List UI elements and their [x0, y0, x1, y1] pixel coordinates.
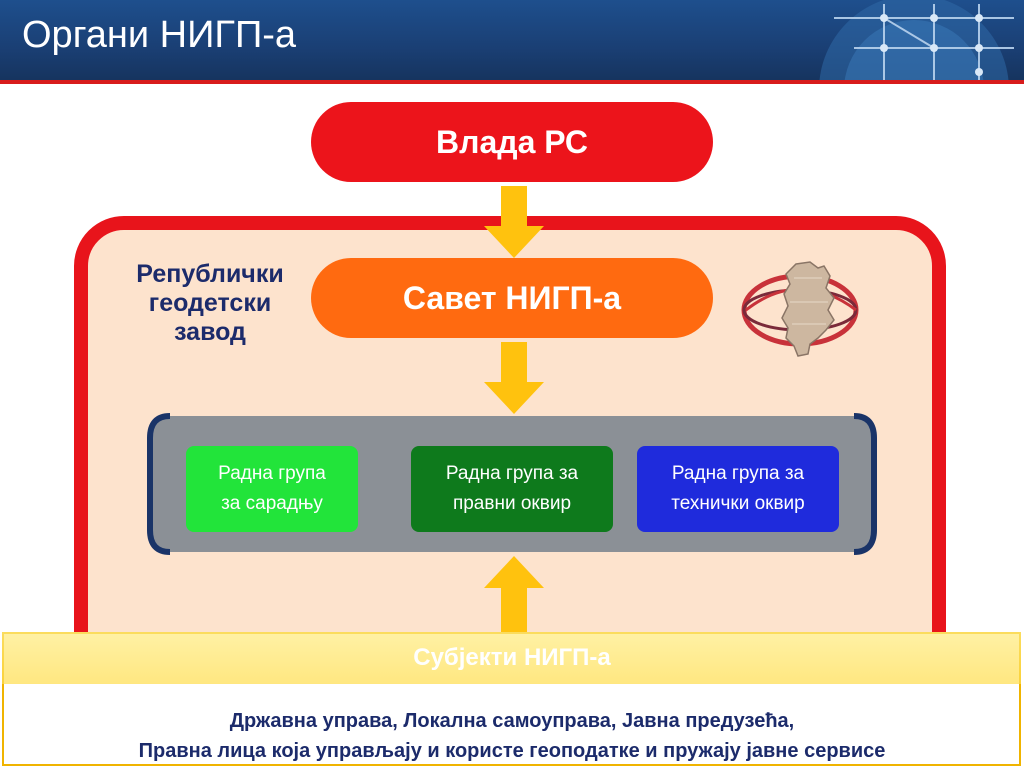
- working-group-technical-framework: [637, 446, 839, 532]
- working-group-label-line: Радна група за: [671, 463, 805, 484]
- subjects-description-line: Државна управа, Локална самоуправа, Јавна предузећа,: [229, 710, 795, 732]
- arrow-down-gov-to-council: [484, 186, 544, 258]
- slide-title: Органи НИГП-а: [22, 14, 297, 56]
- subjects-title: Субјекти НИГП-а: [413, 644, 611, 671]
- globe-serbia-map-logo-icon: [738, 258, 878, 358]
- government-node: Влада РС: [311, 102, 713, 182]
- working-group-label-line: правни оквир: [452, 493, 572, 514]
- agency-label-line: завод: [174, 318, 246, 346]
- working-group-label-line: за сарадњу: [221, 493, 323, 514]
- right-bracket: [850, 412, 880, 556]
- left-bracket: [144, 412, 174, 556]
- council-node: Савет НИГП-а: [311, 258, 713, 338]
- network-globe-decoration-icon: [724, 0, 1024, 80]
- header-divider: [0, 84, 1024, 86]
- agency-label-line: Републички: [136, 260, 284, 288]
- working-group-label-line: Радна група за: [445, 463, 579, 484]
- subjects-description: [0, 706, 1024, 766]
- agency-label: [104, 260, 316, 347]
- working-group-legal-framework: [411, 446, 613, 532]
- working-group-label-line: технички оквир: [671, 493, 805, 514]
- working-group-label-line: Радна група: [218, 463, 326, 484]
- slide-header: [0, 0, 1024, 80]
- arrow-up-subjects-to-groups: [484, 556, 544, 636]
- arrow-down-council-to-groups: [484, 342, 544, 414]
- subjects-description-line: Правна лица која управљају и користе геоподатке и пружају јавне сервисе: [138, 740, 886, 762]
- working-group-cooperation: [186, 446, 358, 532]
- agency-label-line: геодетски: [148, 289, 272, 317]
